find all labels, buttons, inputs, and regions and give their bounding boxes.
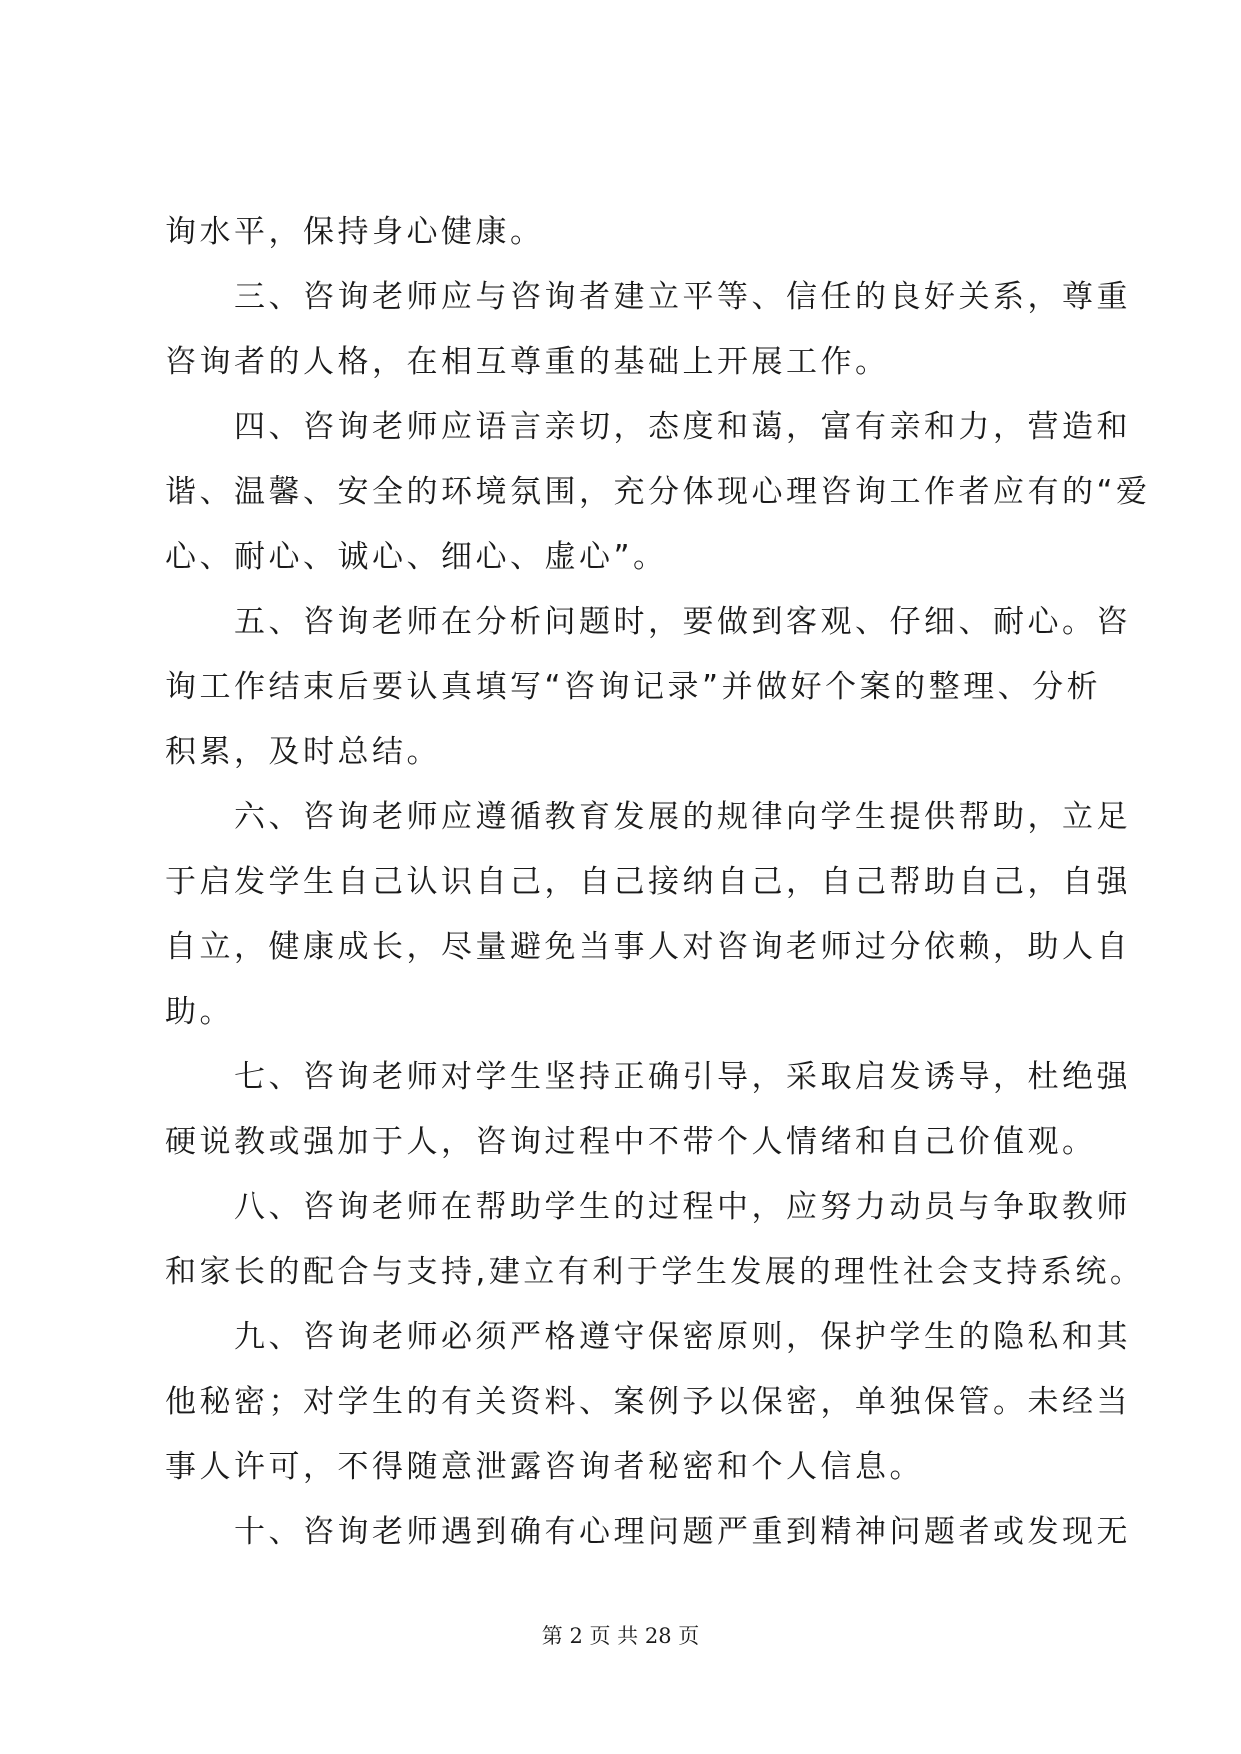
text-line: 九、咨询老师必须严格遵守保密原则，保护学生的隐私和其 [165,1319,1131,1355]
text-line: 询水平，保持身心健康。 [165,214,545,250]
text-line: 四、咨询老师应语言亲切，态度和蔼，富有亲和力，营造和 [165,409,1131,445]
text-line: 三、咨询老师应与咨询者建立平等、信任的良好关系，尊重 [165,279,1131,315]
text-line: 心、耐心、诚心、细心、虚心”。 [165,539,668,575]
text-line: 于启发学生自己认识自己，自己接纳自己，自己帮助自己，自强 [165,864,1131,900]
text-line: 他秘密；对学生的有关资料、案例予以保密，单独保管。未经当 [165,1384,1131,1420]
text-line: 和家长的配合与支持,建立有利于学生发展的理性社会支持系统。 [165,1254,1145,1290]
page-number-footer: 第 2 页 共 28 页 [541,1624,700,1648]
text-line: 事人许可，不得随意泄露咨询者秘密和个人信息。 [165,1449,924,1485]
text-line: 八、咨询老师在帮助学生的过程中，应努力动员与争取教师 [165,1189,1131,1225]
text-line: 自立，健康成长，尽量避免当事人对咨询老师过分依赖，助人自 [165,929,1131,965]
text-line: 十、咨询老师遇到确有心理问题严重到精神问题者或发现无 [165,1514,1131,1550]
text-line: 咨询者的人格，在相互尊重的基础上开展工作。 [165,344,890,380]
text-line: 助。 [165,994,234,1030]
text-line: 七、咨询老师对学生坚持正确引导，采取启发诱导，杜绝强 [165,1059,1131,1095]
text-line: 硬说教或强加于人，咨询过程中不带个人情绪和自己价值观。 [165,1124,1097,1160]
text-line: 五、咨询老师在分析问题时，要做到客观、仔细、耐心。咨 [165,604,1131,640]
text-line: 询工作结束后要认真填写“咨询记录”并做好个案的整理、分析 [165,669,1102,705]
text-line: 谐、温馨、安全的环境氛围，充分体现心理咨询工作者应有的“爱 [165,474,1151,510]
text-line: 积累，及时总结。 [165,734,441,770]
text-line: 六、咨询老师应遵循教育发展的规律向学生提供帮助，立足 [165,799,1131,835]
